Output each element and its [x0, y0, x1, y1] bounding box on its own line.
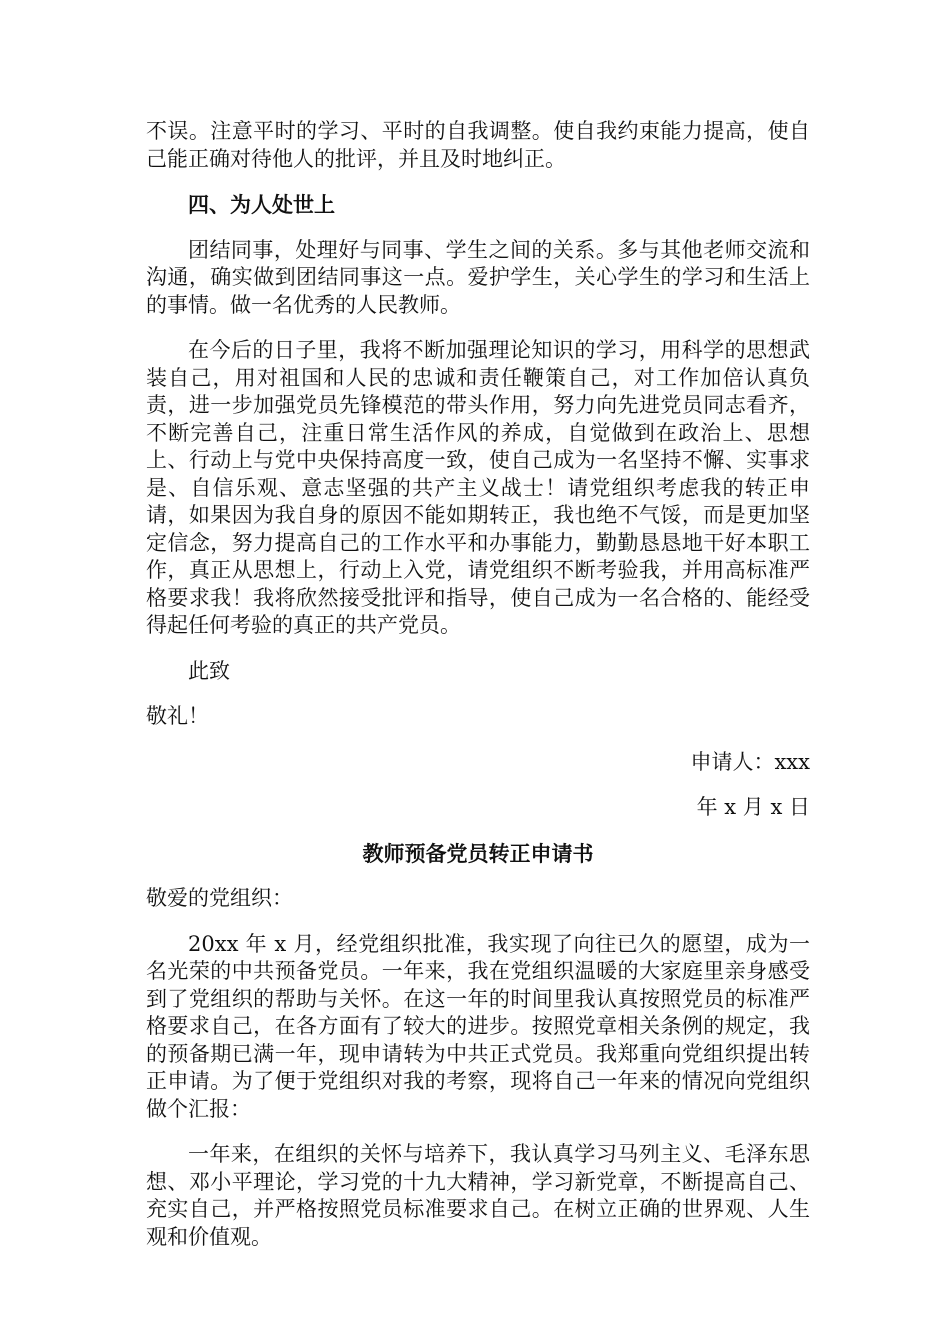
intro-paragraph: 20xx 年 x 月，经党组织批准，我实现了向往已久的愿望，成为一名光荣的中共预备党员。一年来，我在党组织温暖的大家庭里亲身感受到了党组织的帮助与关怀。在这一年的时间里我认真按照党员的标准严格要求自己，在各方面有了较大的进步。按照党章相关条例的规定，我的预备期已满一年，现申请转为中共正式党员。我郑重向党组织提出转正申请。为了便于党组织对我的考察，现将自己一年来的情况向党组织做个汇报：	[146, 931, 810, 1121]
section-heading: 四、为人处世上	[188, 192, 335, 217]
document-title: 教师预备党员转正申请书	[362, 840, 594, 866]
salutation: 敬爱的党组织：	[146, 886, 293, 910]
continuation-paragraph: 不误。注意平时的学习、平时的自我调整。使自我约束能力提高，使自己能正确对待他人的批评，并且及时地纠正。	[146, 119, 810, 171]
future-paragraph: 在今后的日子里，我将不断加强理论知识的学习，用科学的思想武装自己，用对祖国和人民的忠诚和责任鞭策自己，对工作加倍认真负责，进一步加强党员先锋模范的带头作用，努力向先进党员同志看齐，不断完善自己，注重日常生活作风的养成，自觉做到在政治上、思想上、行动上与党中央保持高度一致，使自己成为一名坚持不懈、实事求是、自信乐观、意志坚强的共产主义战士！请党组织考虑我的转正申请，如果因为我自身的原因不能如期转正，我也绝不气馁，而是更加坚定信念，努力提高自己的工作水平和办事能力，勤勤恳恳地干好本职工作，真正从思想上，行动上入党，请党组织不断考验我，并用高标准严格要求我！我将欣然接受批评和指导，使自己成为一名合格的、能经受得起任何考验的真正的共产党员。	[146, 338, 810, 637]
closing-jingli: 敬礼！	[146, 704, 209, 728]
signature-date: 年 x 月 x 日	[696, 795, 810, 819]
applicant-signature: 申请人：xxx	[690, 749, 810, 774]
document-page	[146, 118, 810, 1251]
unity-paragraph: 团结同事，处理好与同事、学生之间的关系。多与其他老师交流和沟通，确实做到团结同事这一点。爱护学生，关心学生的学习和生活上的事情。做一名优秀的人民教师。	[146, 237, 810, 317]
closing-cizhi: 此致	[188, 658, 230, 683]
study-paragraph: 一年来，在组织的关怀与培养下，我认真学习马列主义、毛泽东思想、邓小平理论，学习党的十九大精神，学习新党章，不断提高自己、充实自己，并严格按照党员标准要求自己。在树立正确的世界观、人生观和价值观。	[146, 1142, 810, 1249]
